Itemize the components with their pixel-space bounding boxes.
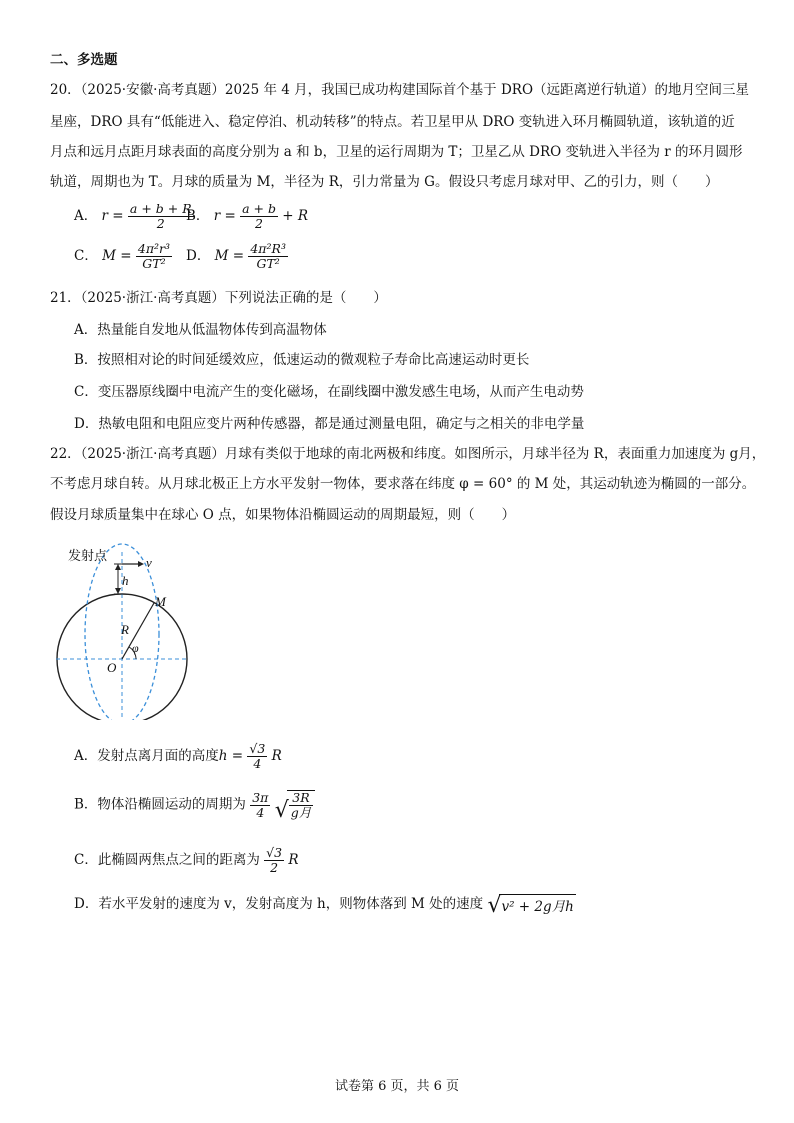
launch-point-label: 发射点 — [68, 548, 108, 563]
q20-option-a[interactable]: A． r = $\frac{a + b + R}{2}$ — [74, 201, 192, 231]
v-label: v — [146, 555, 152, 570]
moon-orbit-figure — [44, 540, 194, 720]
section-title: 二、多选题 — [50, 52, 118, 68]
q22-stem-line-3: 假设月球质量集中在球心 O 点，如果物体沿椭圆运动的周期最短，则（ ） — [50, 507, 516, 523]
q22-option-d[interactable]: D．若水平发射的速度为 v，发射高度为 h，则物体落到 M 处的速度 √ v² + 2g月h — [74, 893, 574, 918]
q21-option-a[interactable]: A．热量能自发地从低温物体传到高温物体 — [74, 322, 327, 338]
q20-c-fraction: $\frac{\text{4π²r³}}{\text{GT²}}$ — [137, 241, 171, 271]
r-label: R — [121, 622, 129, 637]
q22-b-sqrt: √ $\frac{3R}{\text{g月}}$ — [275, 790, 316, 820]
q22-stem-line-2: 不考虑月球自转。从月球北极正上方水平发射一物体，要求落在纬度 φ = 60° 的 M 处，其运动轨迹为椭圆的一部分。 — [50, 476, 756, 492]
h-label: h — [122, 573, 129, 588]
phi-label: φ — [132, 641, 139, 655]
q20-d-fraction: $\frac{\text{4π²R³}}{\text{GT²}}$ — [250, 241, 286, 271]
q20-stem-line-2: 星座，DRO 具有“低能进入、稳定停泊、机动转移”的特点。若卫星甲从 DRO 变轨进入环月椭圆轨道，该轨道的近 — [50, 114, 735, 130]
q20-option-b[interactable]: B． r = $\frac{a + b}{2}$ + R — [186, 201, 309, 231]
q20-stem-line-4: 轨道，周期也为 T。月球的质量为 M，半径为 R，引力常量为 G。假设只考虑月球对甲、乙的引力，则（ ） — [50, 174, 719, 190]
q22-option-b[interactable]: B．物体沿椭圆运动的周期为 $\frac{3\pi}{4}$ √ $\frac{3R}{\text{g月}}$ — [74, 790, 315, 820]
q22-d-sqrt: √ v² + 2g月h — [487, 893, 574, 918]
q20-stem-line-1: 20．（2025·安徽·高考真题）2025 年 4 月，我国已成功构建国际首个基于 DRO（远距离逆行轨道）的地月空间三星 — [50, 82, 750, 98]
m-label: M — [155, 594, 166, 609]
q20-option-d[interactable]: D． M = $\frac{\text{4π²R³}}{\text{GT²}}$ — [186, 241, 286, 271]
q20-stem-line-3: 月点和远月点距月球表面的高度分别为 a 和 b，卫星的运行周期为 T；卫星乙从 DRO 变轨进入半径为 r 的环月圆形 — [50, 144, 743, 160]
q21-stem: 21．（2025·浙江·高考真题）下列说法正确的是（ ） — [50, 290, 387, 306]
q22-a-fraction: $\frac{√3}{4}$ — [249, 741, 266, 771]
q20-b-fraction: $\frac{a + b}{2}$ — [242, 201, 276, 231]
q21-option-b[interactable]: B．按照相对论的时间延缓效应，低速运动的微观粒子寿命比高速运动时更长 — [74, 352, 530, 368]
q22-b-fraction: $\frac{3\pi}{4}$ — [252, 789, 269, 820]
o-label: O — [107, 660, 117, 675]
q20-option-c[interactable]: C． M = $\frac{\text{4π²r³}}{\text{GT²}}$ — [74, 241, 171, 271]
q21-option-c[interactable]: C．变压器原线圈中电流产生的变化磁场，在副线圈中激发感生电场，从而产生电动势 — [74, 384, 584, 400]
q21-option-d[interactable]: D．热敏电阻和电阻应变片两种传感器，都是通过测量电阻，确定与之相关的非电学量 — [74, 416, 585, 432]
q22-c-fraction: $\frac{√3}{2}$ — [266, 845, 283, 875]
page-footer: 试卷第 6 页，共 6 页 — [334, 1079, 460, 1094]
q22-option-a[interactable]: A．发射点离月面的高度h = $\frac{√3}{4}$ R — [74, 741, 282, 771]
q22-stem-line-1: 22．（2025·浙江·高考真题）月球有类似于地球的南北两极和纬度。如图所示，月球半径为 R，表面重力加速度为 g月， — [50, 446, 766, 462]
q20-a-fraction: $\frac{a + b + R}{2}$ — [129, 201, 192, 231]
q22-option-c[interactable]: C．此椭圆两焦点之间的距离为 $\frac{√3}{2}$ R — [74, 845, 299, 875]
